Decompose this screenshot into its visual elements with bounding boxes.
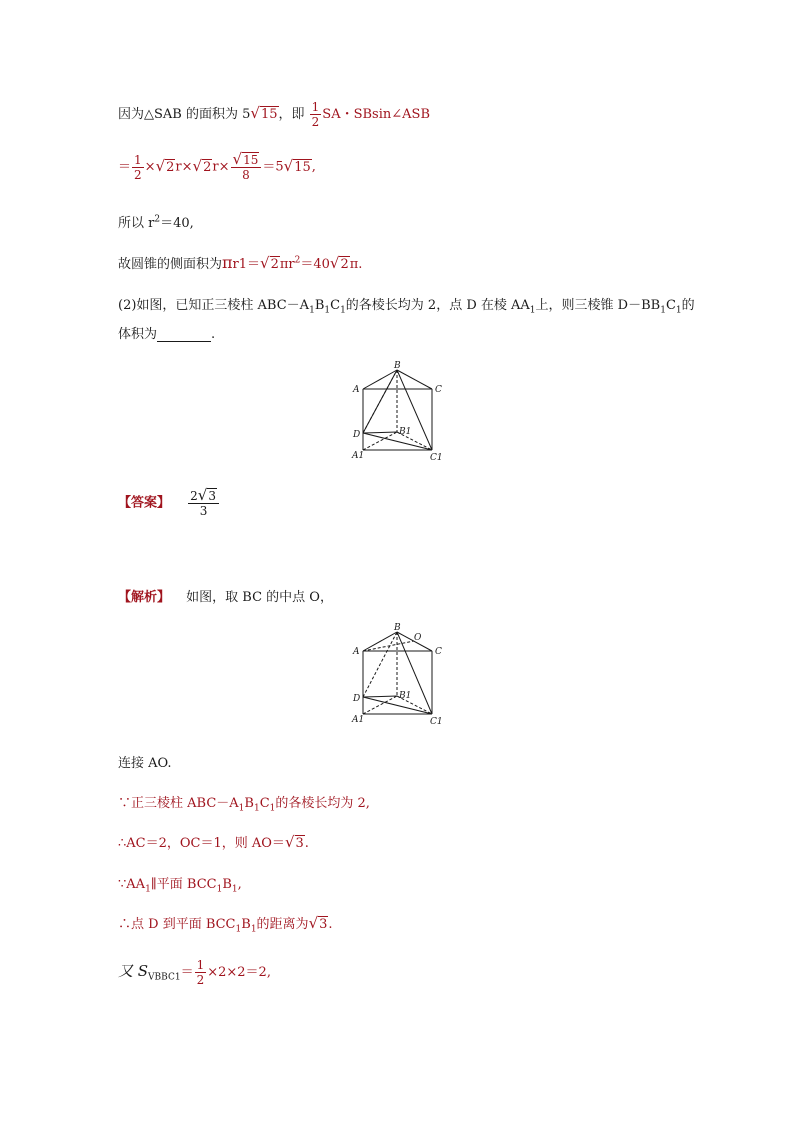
text-prism-edges	[118, 792, 370, 814]
sqrt: √2	[260, 254, 279, 272]
text-parallel	[118, 873, 242, 895]
text-span: 的	[681, 298, 695, 313]
text-span: ∵AA	[118, 877, 146, 892]
frac-num: 1	[134, 152, 142, 167]
text-span: B	[222, 877, 232, 892]
text-span: C	[330, 298, 341, 313]
sqrt: √15	[232, 150, 259, 168]
text-line-equation	[118, 152, 316, 182]
text-span: ，即	[278, 107, 305, 122]
edge-AO-dashed	[363, 641, 414, 651]
text-span: 故圆锥的侧面积为	[118, 257, 223, 272]
label-O: O	[414, 633, 422, 643]
fraction	[231, 152, 262, 182]
equals: ＝	[180, 965, 194, 980]
text-span: ,	[311, 159, 316, 175]
prism-figure-2	[350, 622, 445, 727]
label-D: D	[353, 430, 361, 440]
label-B: B	[394, 623, 401, 633]
answer-blank	[157, 327, 211, 342]
frac-num: 1	[196, 958, 205, 972]
edge-DB1	[363, 696, 397, 697]
label-B1: B1	[399, 427, 412, 437]
text-span: C	[259, 796, 270, 811]
label-D: D	[353, 694, 361, 704]
times: ×	[181, 159, 193, 175]
text-span: .	[304, 836, 309, 851]
subscript: 1	[675, 305, 682, 316]
superscript: 2	[294, 255, 301, 266]
sqrt: √2	[155, 156, 175, 175]
label-C: C	[435, 385, 442, 395]
superscript: 2	[154, 214, 161, 225]
label-C1: C1	[430, 453, 443, 463]
text-span: 上，则三棱锥 D－BB	[535, 298, 661, 313]
subscript: 1	[250, 924, 257, 935]
problem-statement	[118, 294, 695, 316]
text-connect-AO	[118, 752, 172, 771]
edge-BC	[397, 370, 432, 389]
frac-num: 1	[311, 100, 320, 114]
label-B1: B1	[399, 691, 412, 701]
var-r: r	[288, 257, 295, 272]
text-span: B	[241, 917, 251, 932]
subscript: 1	[235, 924, 242, 935]
equals: ＝	[118, 159, 132, 175]
frac-den: 2	[134, 167, 142, 182]
text-span: 的各棱长均为 2,	[275, 796, 370, 811]
text-span: 的各棱长均为 2，点 D 在棱 AA	[345, 298, 530, 313]
sqrt-arg: 2	[203, 159, 212, 175]
subscript: 1	[145, 884, 151, 895]
fraction	[310, 100, 322, 129]
sqrt-arg: 15	[260, 107, 278, 122]
subscript: 1	[340, 305, 346, 316]
sqrt: √3	[197, 486, 216, 504]
frac-num: 2	[190, 489, 198, 503]
text-span: B	[314, 298, 325, 313]
text-span: ∵正三棱柱 ABC－A	[118, 796, 239, 811]
text-span: 体积为	[118, 327, 158, 342]
prism-figure-1	[350, 360, 445, 465]
answer-label: 【答案】	[118, 495, 171, 511]
sqrt: √2	[192, 156, 212, 175]
sub-part: VBB	[148, 972, 168, 983]
label-C: C	[435, 647, 442, 657]
analysis-text: 如图，取 BC 的中点 O，	[186, 590, 333, 605]
text-line-area	[118, 100, 430, 129]
frac-den: 2	[311, 115, 320, 129]
subscript: 1	[324, 305, 331, 316]
label-A1: A1	[352, 451, 365, 461]
edge-DC1	[363, 433, 432, 450]
pi-symbol: π	[279, 257, 289, 272]
label-C1: C1	[430, 717, 443, 727]
label-A: A	[353, 647, 360, 657]
sqrt: √3	[284, 833, 304, 851]
text-span: .	[328, 917, 333, 932]
frac-den: 3	[199, 504, 208, 518]
pi-symbol: π	[222, 253, 233, 272]
subscript: 1	[238, 803, 245, 814]
analysis-line	[118, 586, 333, 605]
answer-line	[118, 488, 220, 518]
subscript: 1	[216, 884, 223, 895]
sqrt: √3	[308, 914, 328, 932]
text-distance	[118, 913, 333, 935]
fraction	[195, 958, 207, 987]
times: ×	[144, 159, 156, 175]
text-span: ＝40	[300, 257, 330, 272]
text-line-r2	[118, 212, 194, 231]
text-span: π.	[349, 257, 363, 272]
sqrt: √2	[329, 254, 349, 272]
text-span: SA・SBsin∠ASB	[322, 107, 430, 122]
sqrt-arg: 15	[294, 159, 311, 175]
sub-part: C	[167, 972, 175, 983]
edge-BC1	[397, 632, 432, 714]
edge-DC1	[363, 697, 432, 714]
sqrt: √15	[283, 156, 311, 175]
text-span: 连接 AO.	[118, 756, 172, 771]
problem-blank-line	[118, 323, 215, 342]
text-span: ∴点 D 到平面 BCC	[118, 917, 236, 932]
subscript: 1	[231, 884, 238, 895]
label-A1: A1	[352, 715, 365, 725]
text-area-S	[118, 958, 271, 987]
text-span: 的距离为	[256, 917, 309, 932]
frac-den: 2	[196, 973, 205, 987]
var-r: r	[212, 159, 219, 175]
text-span: ×2×2＝2,	[207, 965, 271, 980]
frac-den: 8	[242, 168, 250, 182]
sqrt: √15	[250, 104, 278, 122]
sqrt-arg: 2	[270, 257, 279, 272]
text-span: 因为△SAB 的面积为 5	[118, 107, 251, 122]
text-span: (2)如图，已知正三棱柱 ABC－A	[118, 298, 310, 313]
text-span: .	[211, 327, 216, 342]
text-span: ∥平面 BCC	[150, 877, 217, 892]
label-B: B	[394, 361, 401, 371]
sub-part: 1	[174, 972, 181, 983]
text-line-lateral-area	[118, 253, 362, 272]
sqrt-arg: 15	[243, 153, 259, 167]
text-span: 又 S	[118, 962, 149, 980]
edge-BC1	[397, 370, 432, 450]
times: ×	[218, 159, 230, 175]
var-r: r	[175, 159, 182, 175]
subscript: 1	[660, 305, 666, 316]
fraction	[132, 153, 144, 182]
sqrt-arg: 3	[295, 836, 304, 851]
sqrt-arg: 2	[166, 159, 175, 175]
answer-fraction	[188, 488, 219, 518]
text-span: ∴AC＝2，OC＝1，则 AO＝	[118, 836, 285, 851]
label-A: A	[353, 385, 360, 395]
text-span: B	[244, 796, 254, 811]
sqrt-arg: 3	[319, 917, 328, 932]
subscript	[148, 973, 181, 983]
sqrt-arg: 2	[340, 257, 349, 272]
text-AO-length	[118, 832, 309, 851]
text-span: 所以 r	[118, 216, 155, 231]
subscript: 1	[269, 803, 276, 814]
text-span: ,	[237, 877, 242, 892]
subscript: 1	[309, 305, 315, 316]
subscript: 1	[529, 305, 536, 316]
sqrt-arg: 3	[208, 489, 216, 503]
text-span: ＝40,	[160, 216, 194, 231]
analysis-label: 【解析】	[118, 590, 171, 605]
subscript: 1	[253, 803, 260, 814]
text-span: r1＝	[232, 257, 261, 272]
text-span: ＝5	[262, 159, 284, 175]
text-span: C	[665, 298, 676, 313]
edge-DB1	[363, 432, 397, 433]
